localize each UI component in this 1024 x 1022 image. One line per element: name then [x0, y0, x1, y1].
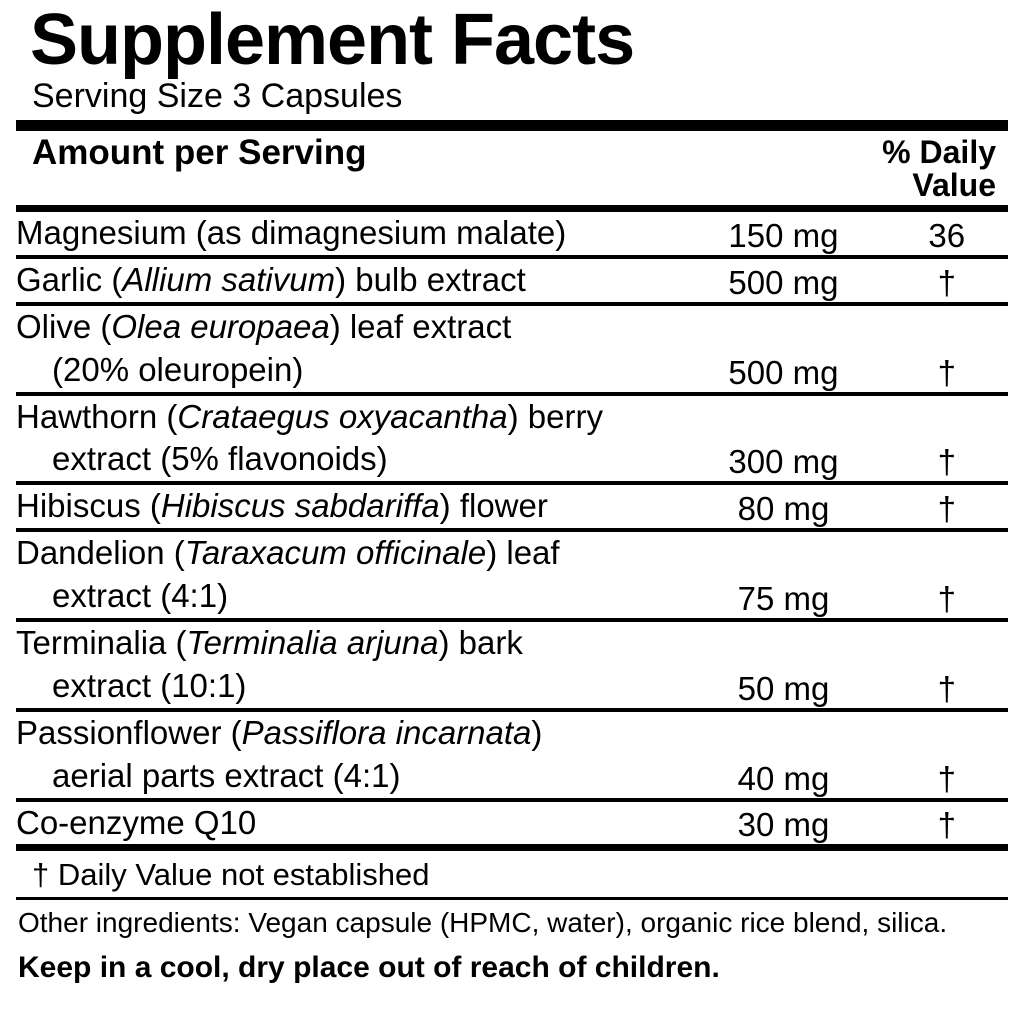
nutrient-amount: 500 mg: [728, 263, 839, 301]
nutrient-name-text: ) berry: [507, 397, 603, 435]
latin-name: Hibiscus sabdariffa: [160, 487, 440, 525]
divider-under-header: [16, 205, 1008, 212]
table-row: [16, 212, 1008, 255]
nutrient-name: [16, 802, 681, 845]
daily-value-header-line2: Value: [912, 167, 996, 204]
nutrient-name: [16, 212, 681, 255]
nutrient-daily-value: †: [937, 443, 956, 481]
table-row: [16, 396, 1008, 482]
nutrient-name-continuation: extract (4:1): [52, 577, 229, 615]
nutrient-amount: 500 mg: [728, 353, 839, 391]
nutrient-name-continuation: extract (10:1): [52, 666, 247, 704]
nutrient-name: [16, 396, 681, 482]
daily-value-header: [882, 134, 996, 203]
latin-name: Olea europaea: [111, 307, 330, 345]
nutrient-name: [16, 712, 681, 798]
divider-below-footnote: [16, 897, 1008, 900]
nutrient-daily-value: †: [937, 263, 956, 301]
table-row: [16, 532, 1008, 618]
nutrient-name-text: ) flower: [439, 487, 548, 525]
serving-size-text: Serving Size 3 Capsules: [32, 77, 403, 116]
amount-per-serving-label: Amount per Serving: [32, 132, 367, 172]
nutrient-daily-value: †: [937, 759, 956, 797]
nutrient-name-continuation: (20% oleuropein): [52, 350, 304, 388]
nutrient-amount: 50 mg: [737, 669, 830, 707]
nutrient-name-text: ) leaf extract: [329, 307, 512, 345]
nutrient-name: [16, 532, 681, 618]
daily-value-footnote: † Daily Value not established: [32, 857, 430, 893]
table-row: [16, 802, 1008, 845]
nutrient-name-text: ) bulb extract: [335, 260, 526, 298]
latin-name: Allium sativum: [122, 260, 336, 298]
latin-name: Taraxacum officinale: [184, 534, 487, 572]
latin-name: Crataegus oxyacantha: [177, 397, 508, 435]
nutrient-daily-value: †: [937, 806, 956, 844]
table-row: [16, 622, 1008, 708]
nutrient-name-continuation: aerial parts extract (4:1): [52, 756, 401, 794]
amount-per-serving-header-row: [16, 131, 1008, 205]
nutrient-name: [16, 622, 681, 708]
nutrient-name-text: Garlic (: [16, 260, 123, 298]
table-row: [16, 712, 1008, 798]
nutrient-name-text: Hawthorn (: [16, 397, 178, 435]
nutrient-name-text: Co-enzyme Q10: [16, 803, 257, 841]
storage-warning-text: Keep in a cool, dry place out of reach of children.: [18, 950, 720, 984]
nutrient-name: [16, 306, 681, 392]
nutrient-amount: 150 mg: [728, 216, 839, 254]
nutrient-amount: 30 mg: [737, 806, 830, 844]
nutrient-daily-value: †: [937, 490, 956, 528]
nutrient-name: [16, 259, 681, 302]
nutrient-name-text: ): [531, 713, 543, 751]
table-row: [16, 306, 1008, 392]
nutrient-amount: 300 mg: [728, 443, 839, 481]
nutrient-daily-value: †: [937, 669, 956, 707]
daily-value-header-line1: % Daily: [882, 133, 996, 170]
nutrient-name-text: ) leaf: [486, 534, 560, 572]
nutrient-name-continuation: extract (5% flavonoids): [52, 440, 388, 478]
nutrient-amount: 80 mg: [737, 490, 830, 528]
table-row: [16, 485, 1008, 528]
nutrient-name-text: Olive (: [16, 307, 112, 345]
divider-thick-top: [16, 120, 1008, 131]
nutrients-table: [16, 212, 1008, 844]
nutrient-amount: 75 mg: [737, 579, 830, 617]
page-title: Supplement Facts: [30, 0, 635, 80]
nutrient-name-text: Dandelion (: [16, 534, 185, 572]
nutrient-name-text: Terminalia (: [16, 623, 187, 661]
table-row: [16, 259, 1008, 302]
nutrient-amount: 40 mg: [737, 759, 830, 797]
nutrient-name-text: Magnesium (as dimagnesium malate): [16, 213, 567, 251]
nutrients-table-body: [16, 212, 1008, 844]
nutrient-daily-value: †: [937, 579, 956, 617]
latin-name: Passiflora incarnata: [241, 713, 532, 751]
nutrient-name-text: Passionflower (: [16, 713, 242, 751]
nutrient-name: [16, 485, 681, 528]
divider-above-footnote: [16, 844, 1008, 851]
nutrient-daily-value: †: [937, 353, 956, 391]
nutrient-daily-value: 36: [928, 216, 966, 254]
nutrient-name-text: ) bark: [438, 623, 523, 661]
nutrient-name-text: Hibiscus (: [16, 487, 161, 525]
other-ingredients-text: Other ingredients: Vegan capsule (HPMC, water), organic rice blend, silica.: [18, 907, 948, 939]
latin-name: Terminalia arjuna: [186, 623, 439, 661]
